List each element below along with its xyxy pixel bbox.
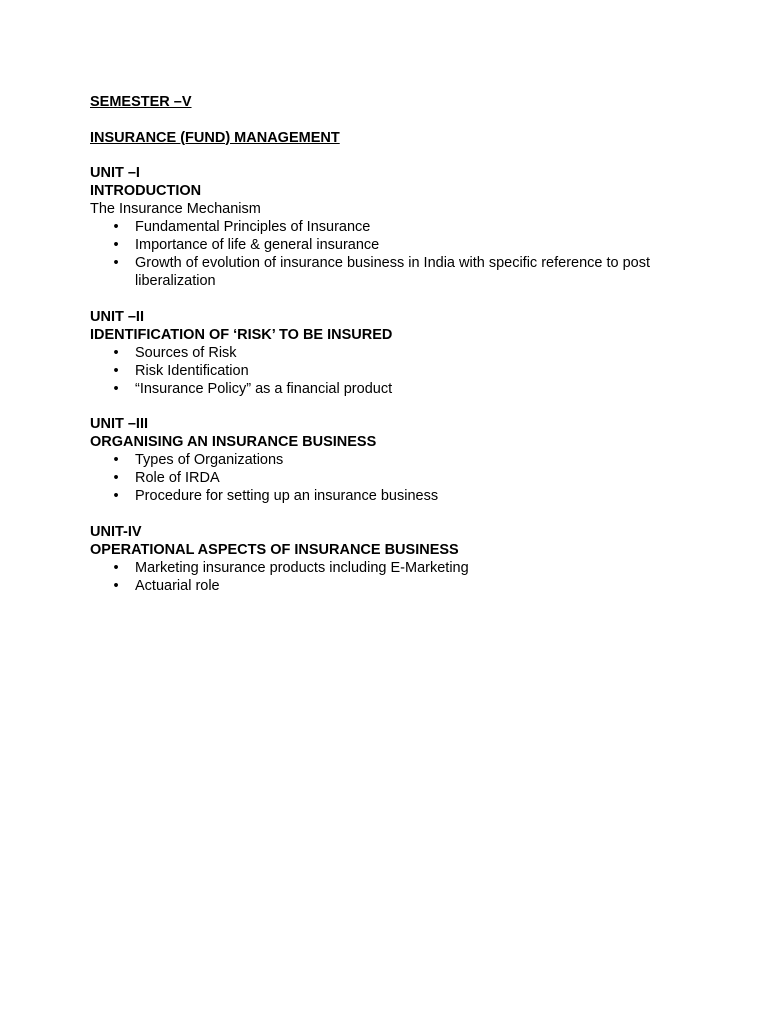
bullet-icon: •	[113, 452, 119, 468]
list-item-text: Sources of Risk	[135, 344, 237, 361]
bullet-icon: •	[113, 255, 119, 271]
bullet-icon: •	[113, 362, 119, 379]
spacer	[90, 505, 710, 523]
list-item	[90, 487, 710, 505]
list-item	[90, 218, 710, 236]
unit-label: UNIT –I	[90, 165, 140, 181]
unit-label: UNIT –III	[90, 416, 149, 432]
list-item-text: Actuarial role	[135, 577, 220, 594]
unit-topic-list	[90, 559, 710, 595]
list-item-text: Fundamental Principles of Insurance	[135, 219, 371, 235]
list-item	[90, 380, 710, 398]
unit-section-3	[90, 415, 710, 505]
list-item	[90, 469, 710, 487]
unit-topic-list	[90, 344, 710, 398]
bullet-icon: •	[113, 559, 119, 576]
list-item-text: Growth of evolution of insurance business in India with specific reference to post liberalization	[135, 255, 651, 289]
unit-title: OPERATIONAL ASPECTS OF INSURANCE BUSINESS	[90, 541, 459, 558]
bullet-icon: •	[113, 237, 119, 253]
list-item-text: Risk Identification	[135, 362, 249, 379]
list-item-text: Procedure for setting up an insurance business	[135, 488, 439, 504]
unit-label: UNIT-IV	[90, 523, 142, 540]
spacer	[90, 398, 710, 416]
unit-title: IDENTIFICATION OF ‘RISK’ TO BE INSURED	[90, 326, 393, 343]
list-item-text: “Insurance Policy” as a financial product	[135, 380, 393, 397]
spacer	[90, 290, 710, 308]
bullet-icon: •	[113, 488, 119, 504]
course-title: INSURANCE (FUND) MANAGEMENT	[90, 129, 340, 146]
unit-topic-list	[90, 451, 710, 505]
list-item	[90, 577, 710, 595]
unit-section-1	[90, 164, 710, 290]
syllabus-page	[90, 93, 710, 595]
spacer	[90, 147, 710, 165]
unit-title: ORGANISING AN INSURANCE BUSINESS	[90, 434, 377, 450]
list-item-text: Marketing insurance products including E-Marketing	[135, 559, 469, 576]
unit-title: INTRODUCTION	[90, 183, 202, 199]
bullet-icon: •	[113, 344, 119, 361]
list-item	[90, 236, 710, 254]
semester-heading: SEMESTER –V	[90, 94, 192, 110]
list-item-text: Types of Organizations	[135, 452, 284, 468]
unit-label: UNIT –II	[90, 308, 144, 325]
unit-section-2	[90, 308, 710, 398]
list-item	[90, 362, 710, 380]
bullet-icon: •	[113, 219, 119, 235]
unit-section-4	[90, 523, 710, 595]
unit-topic-list	[90, 218, 710, 290]
spacer	[90, 111, 710, 129]
list-item	[90, 451, 710, 469]
list-item	[90, 254, 710, 290]
bullet-icon: •	[113, 380, 119, 397]
list-item-text: Role of IRDA	[135, 470, 220, 486]
bullet-icon: •	[113, 577, 119, 594]
list-item	[90, 344, 710, 362]
list-item	[90, 559, 710, 577]
list-item-text: Importance of life & general insurance	[135, 237, 380, 253]
bullet-icon: •	[113, 470, 119, 486]
unit-intro: The Insurance Mechanism	[90, 201, 261, 217]
